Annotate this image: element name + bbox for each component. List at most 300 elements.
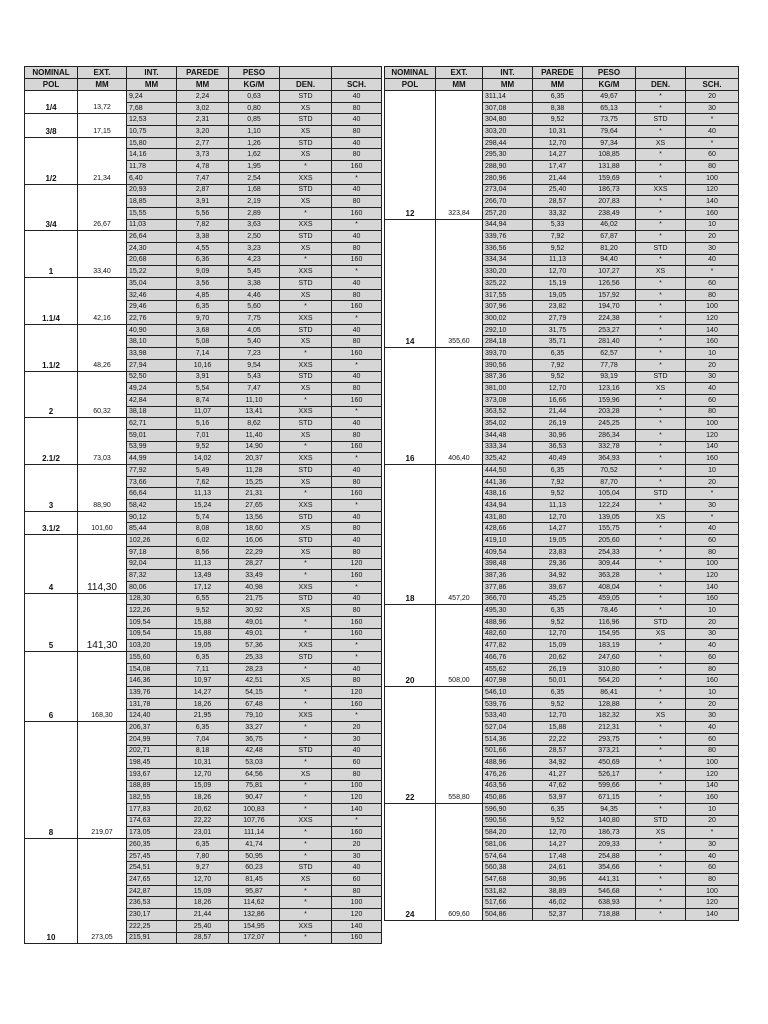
inner-diameter: 124,40 <box>127 710 177 722</box>
weight: 293,75 <box>583 733 636 745</box>
inner-diameter: 292,10 <box>483 324 533 336</box>
column-header: INT. <box>483 67 533 79</box>
schedule: 100 <box>686 301 739 313</box>
weight: 139,05 <box>583 511 636 523</box>
table-row <box>25 278 382 290</box>
column-header: EXT. <box>78 67 127 79</box>
inner-diameter: 257,45 <box>127 850 177 862</box>
weight: 459,05 <box>583 593 636 605</box>
column-header <box>280 67 332 79</box>
schedule: 20 <box>332 722 382 734</box>
wall-thickness: 10,31 <box>177 757 229 769</box>
table-row <box>25 722 382 734</box>
denomination: * <box>280 441 332 453</box>
denomination: * <box>636 792 686 804</box>
pipe-table-left <box>24 66 382 944</box>
wall-thickness: 5,74 <box>177 511 229 523</box>
denomination: XXS <box>280 640 332 652</box>
schedule: 120 <box>332 687 382 699</box>
schedule: 20 <box>686 698 739 710</box>
denomination: * <box>636 476 686 488</box>
wall-thickness: 7,47 <box>177 172 229 184</box>
denomination: XS <box>636 628 686 640</box>
denomination: * <box>636 768 686 780</box>
denomination: * <box>280 616 332 628</box>
weight: 107,27 <box>583 266 636 278</box>
nominal-size: 10 <box>25 839 78 944</box>
schedule: 40 <box>332 465 382 477</box>
column-header: MM <box>127 79 177 91</box>
outer-diameter: 609,60 <box>436 803 483 920</box>
inner-diameter: 334,34 <box>483 254 533 266</box>
denomination: * <box>636 172 686 184</box>
schedule: 60 <box>686 733 739 745</box>
denomination: * <box>636 418 686 430</box>
schedule: 160 <box>332 488 382 500</box>
weight: 75,81 <box>229 780 280 792</box>
wall-thickness: 6,35 <box>533 687 583 699</box>
outer-diameter: 60,32 <box>78 371 127 418</box>
schedule: 160 <box>686 792 739 804</box>
outer-diameter: 13,72 <box>78 91 127 114</box>
inner-diameter: 325,42 <box>483 453 533 465</box>
wall-thickness: 3,02 <box>177 102 229 114</box>
weight: 7,47 <box>229 383 280 395</box>
weight: 9,54 <box>229 359 280 371</box>
table-row <box>25 511 382 523</box>
weight: 354,66 <box>583 862 636 874</box>
table-row <box>25 91 382 103</box>
schedule: 40 <box>332 663 382 675</box>
wall-thickness: 17,12 <box>177 581 229 593</box>
denomination: * <box>636 359 686 371</box>
nominal-size: 18 <box>385 465 436 605</box>
inner-diameter: 38,18 <box>127 406 177 418</box>
denomination: * <box>280 827 332 839</box>
denomination: XXS <box>280 313 332 325</box>
weight: 281,40 <box>583 336 636 348</box>
wall-thickness: 21,44 <box>533 406 583 418</box>
denomination: * <box>636 593 686 605</box>
weight: 450,69 <box>583 757 636 769</box>
weight: 4,23 <box>229 254 280 266</box>
inner-diameter: 53,99 <box>127 441 177 453</box>
schedule: 160 <box>332 570 382 582</box>
inner-diameter: 146,36 <box>127 675 177 687</box>
schedule: 140 <box>686 196 739 208</box>
denomination: STD <box>280 371 332 383</box>
weight: 97,34 <box>583 137 636 149</box>
schedule: 160 <box>332 698 382 710</box>
wall-thickness: 9,52 <box>177 605 229 617</box>
weight: 46,02 <box>583 219 636 231</box>
inner-diameter: 11,03 <box>127 219 177 231</box>
weight: 111,14 <box>229 827 280 839</box>
column-header: POL <box>385 79 436 91</box>
inner-diameter: 381,00 <box>483 383 533 395</box>
denomination: STD <box>280 231 332 243</box>
schedule: 160 <box>332 301 382 313</box>
denomination: * <box>636 839 686 851</box>
inner-diameter: 441,36 <box>483 476 533 488</box>
weight: 94,35 <box>583 803 636 815</box>
wall-thickness: 50,01 <box>533 675 583 687</box>
schedule: 30 <box>332 733 382 745</box>
inner-diameter: 344,48 <box>483 429 533 441</box>
schedule: 40 <box>332 418 382 430</box>
inner-diameter: 35,04 <box>127 278 177 290</box>
schedule: 100 <box>686 172 739 184</box>
schedule: 120 <box>332 558 382 570</box>
weight: 441,31 <box>583 874 636 886</box>
wall-thickness: 18,26 <box>177 698 229 710</box>
inner-diameter: 590,56 <box>483 815 533 827</box>
wall-thickness: 46,02 <box>533 897 583 909</box>
inner-diameter: 303,20 <box>483 126 533 138</box>
schedule: 60 <box>332 874 382 886</box>
denomination: * <box>280 932 332 944</box>
denomination: * <box>636 850 686 862</box>
schedule: 40 <box>332 745 382 757</box>
denomination: * <box>280 839 332 851</box>
denomination: * <box>280 161 332 173</box>
denomination: * <box>280 897 332 909</box>
weight: 131,88 <box>583 161 636 173</box>
table-row <box>385 687 739 699</box>
table-row <box>25 114 382 126</box>
denomination: * <box>636 757 686 769</box>
nominal-size: 3/4 <box>25 184 78 231</box>
weight: 57,36 <box>229 640 280 652</box>
schedule: 160 <box>332 827 382 839</box>
wall-thickness: 21,95 <box>177 710 229 722</box>
denomination: XXS <box>280 406 332 418</box>
table-row <box>385 803 739 815</box>
wall-thickness: 5,56 <box>177 207 229 219</box>
weight: 1,26 <box>229 137 280 149</box>
weight: 2,19 <box>229 196 280 208</box>
inner-diameter: 419,10 <box>483 535 533 547</box>
nominal-size: 14 <box>385 219 436 348</box>
inner-diameter: 393,70 <box>483 348 533 360</box>
pipe-table-right <box>384 66 739 921</box>
schedule: 40 <box>332 371 382 383</box>
table-row <box>385 348 739 360</box>
denomination: * <box>636 453 686 465</box>
schedule: * <box>686 827 739 839</box>
weight: 718,88 <box>583 909 636 921</box>
inner-diameter: 18,85 <box>127 196 177 208</box>
schedule: 20 <box>686 91 739 103</box>
inner-diameter: 85,44 <box>127 523 177 535</box>
schedule: 20 <box>686 476 739 488</box>
schedule: 160 <box>332 348 382 360</box>
inner-diameter: 182,55 <box>127 792 177 804</box>
schedule: 120 <box>686 429 739 441</box>
weight: 599,66 <box>583 780 636 792</box>
denomination: * <box>636 219 686 231</box>
schedule: 80 <box>332 242 382 254</box>
schedule: 40 <box>332 862 382 874</box>
wall-thickness: 28,57 <box>177 932 229 944</box>
wall-thickness: 5,16 <box>177 418 229 430</box>
inner-diameter: 304,80 <box>483 114 533 126</box>
inner-diameter: 188,89 <box>127 780 177 792</box>
denomination: XXS <box>280 219 332 231</box>
weight: 70,52 <box>583 465 636 477</box>
denomination: XS <box>280 242 332 254</box>
denomination: STD <box>280 324 332 336</box>
weight: 90,47 <box>229 792 280 804</box>
wall-thickness: 23,82 <box>533 301 583 313</box>
inner-diameter: 49,24 <box>127 383 177 395</box>
denomination: XXS <box>280 581 332 593</box>
schedule: 80 <box>332 768 382 780</box>
inner-diameter: 202,71 <box>127 745 177 757</box>
inner-diameter: 198,45 <box>127 757 177 769</box>
weight: 564,20 <box>583 675 636 687</box>
weight: 25,33 <box>229 652 280 664</box>
weight: 5,43 <box>229 371 280 383</box>
wall-thickness: 11,13 <box>177 488 229 500</box>
inner-diameter: 14,16 <box>127 149 177 161</box>
schedule: * <box>332 500 382 512</box>
inner-diameter: 438,16 <box>483 488 533 500</box>
inner-diameter: 398,48 <box>483 558 533 570</box>
denomination: * <box>636 780 686 792</box>
weight: 253,27 <box>583 324 636 336</box>
column-header: DEN. <box>636 79 686 91</box>
schedule: 140 <box>686 581 739 593</box>
inner-diameter: 92,04 <box>127 558 177 570</box>
inner-diameter: 154,08 <box>127 663 177 675</box>
nominal-size: 2.1/2 <box>25 418 78 465</box>
inner-diameter: 517,66 <box>483 897 533 909</box>
wall-thickness: 7,14 <box>177 348 229 360</box>
wall-thickness: 18,26 <box>177 792 229 804</box>
wall-thickness: 5,33 <box>533 219 583 231</box>
column-header: SCH. <box>686 79 739 91</box>
inner-diameter: 206,37 <box>127 722 177 734</box>
schedule: * <box>686 488 739 500</box>
inner-diameter: 52,50 <box>127 371 177 383</box>
inner-diameter: 581,06 <box>483 839 533 851</box>
weight: 3,38 <box>229 278 280 290</box>
inner-diameter: 504,86 <box>483 909 533 921</box>
denomination: * <box>636 348 686 360</box>
wall-thickness: 39,67 <box>533 581 583 593</box>
outer-diameter: 168,30 <box>78 652 127 722</box>
denomination: XS <box>636 137 686 149</box>
wall-thickness: 9,52 <box>533 488 583 500</box>
schedule: 100 <box>686 757 739 769</box>
denomination: * <box>636 149 686 161</box>
denomination: XS <box>280 546 332 558</box>
wall-thickness: 20,62 <box>533 652 583 664</box>
weight: 254,33 <box>583 546 636 558</box>
wall-thickness: 25,40 <box>533 184 583 196</box>
column-header: KG/M <box>229 79 280 91</box>
inner-diameter: 527,04 <box>483 722 533 734</box>
inner-diameter: 407,98 <box>483 675 533 687</box>
weight: 159,69 <box>583 172 636 184</box>
schedule: 30 <box>686 628 739 640</box>
schedule: 10 <box>686 687 739 699</box>
inner-diameter: 366,70 <box>483 593 533 605</box>
schedule: 30 <box>332 850 382 862</box>
header-row <box>25 67 382 79</box>
weight: 94,40 <box>583 254 636 266</box>
wall-thickness: 6,35 <box>177 839 229 851</box>
wall-thickness: 11,13 <box>533 254 583 266</box>
inner-diameter: 330,20 <box>483 266 533 278</box>
inner-diameter: 531,82 <box>483 885 533 897</box>
weight: 41,74 <box>229 839 280 851</box>
denomination: * <box>280 488 332 500</box>
table-row <box>385 465 739 477</box>
schedule: 30 <box>686 710 739 722</box>
wall-thickness: 26,19 <box>533 418 583 430</box>
table-row <box>25 418 382 430</box>
denomination: * <box>280 803 332 815</box>
weight: 159,96 <box>583 394 636 406</box>
inner-diameter: 363,52 <box>483 406 533 418</box>
schedule: 40 <box>686 383 739 395</box>
weight: 172,07 <box>229 932 280 944</box>
denomination: * <box>636 523 686 535</box>
schedule: 160 <box>686 453 739 465</box>
denomination: * <box>636 441 686 453</box>
inner-diameter: 122,26 <box>127 605 177 617</box>
weight: 373,21 <box>583 745 636 757</box>
denomination: STD <box>636 616 686 628</box>
weight: 28,27 <box>229 558 280 570</box>
denomination: * <box>636 313 686 325</box>
wall-thickness: 10,16 <box>177 359 229 371</box>
schedule: 40 <box>686 523 739 535</box>
inner-diameter: 495,30 <box>483 605 533 617</box>
schedule: 80 <box>332 675 382 687</box>
wall-thickness: 2,24 <box>177 91 229 103</box>
weight: 0,63 <box>229 91 280 103</box>
wall-thickness: 15,88 <box>177 628 229 640</box>
wall-thickness: 3,73 <box>177 149 229 161</box>
weight: 11,40 <box>229 429 280 441</box>
weight: 49,67 <box>583 91 636 103</box>
wall-thickness: 6,55 <box>177 593 229 605</box>
nominal-size: 12 <box>385 91 436 220</box>
column-header: SCH. <box>332 79 382 91</box>
weight: 116,96 <box>583 616 636 628</box>
inner-diameter: 97,18 <box>127 546 177 558</box>
wall-thickness: 30,96 <box>533 874 583 886</box>
schedule: * <box>332 219 382 231</box>
outer-diameter: 21,34 <box>78 137 127 184</box>
schedule: 30 <box>686 371 739 383</box>
inner-diameter: 109,54 <box>127 616 177 628</box>
weight: 408,04 <box>583 581 636 593</box>
weight: 224,38 <box>583 313 636 325</box>
schedule: 40 <box>686 126 739 138</box>
denomination: * <box>280 909 332 921</box>
denomination: XS <box>280 149 332 161</box>
inner-diameter: 15,80 <box>127 137 177 149</box>
inner-diameter: 584,20 <box>483 827 533 839</box>
inner-diameter: 300,02 <box>483 313 533 325</box>
inner-diameter: 236,53 <box>127 897 177 909</box>
inner-diameter: 434,94 <box>483 500 533 512</box>
schedule: 160 <box>332 616 382 628</box>
schedule: 120 <box>686 768 739 780</box>
denomination: XS <box>280 476 332 488</box>
schedule: 80 <box>686 289 739 301</box>
inner-diameter: 450,86 <box>483 792 533 804</box>
wall-thickness: 3,20 <box>177 126 229 138</box>
denomination: XS <box>280 605 332 617</box>
schedule: 40 <box>332 184 382 196</box>
outer-diameter: 355,60 <box>436 219 483 348</box>
denomination: * <box>636 803 686 815</box>
weight: 21,75 <box>229 593 280 605</box>
weight: 65,13 <box>583 102 636 114</box>
wall-thickness: 9,09 <box>177 266 229 278</box>
wall-thickness: 2,87 <box>177 184 229 196</box>
denomination: XS <box>280 768 332 780</box>
inner-diameter: 428,66 <box>483 523 533 535</box>
schedule: 120 <box>686 184 739 196</box>
weight: 207,83 <box>583 196 636 208</box>
schedule: 20 <box>686 815 739 827</box>
denomination: STD <box>280 465 332 477</box>
denomination: * <box>636 663 686 675</box>
schedule: * <box>686 266 739 278</box>
header-row <box>385 79 739 91</box>
weight: 245,25 <box>583 418 636 430</box>
wall-thickness: 7,92 <box>533 231 583 243</box>
denomination: * <box>636 324 686 336</box>
weight: 7,75 <box>229 313 280 325</box>
schedule: * <box>332 581 382 593</box>
denomination: XXS <box>280 500 332 512</box>
schedule: 80 <box>686 546 739 558</box>
denomination: * <box>636 254 686 266</box>
column-header: PAREDE <box>533 67 583 79</box>
denomination: * <box>636 231 686 243</box>
weight: 21,31 <box>229 488 280 500</box>
wall-thickness: 36,53 <box>533 441 583 453</box>
inner-diameter: 103,20 <box>127 640 177 652</box>
wall-thickness: 14,27 <box>533 149 583 161</box>
denomination: * <box>636 675 686 687</box>
weight: 15,25 <box>229 476 280 488</box>
schedule: 160 <box>332 932 382 944</box>
weight: 18,60 <box>229 523 280 535</box>
column-header: PESO <box>229 67 280 79</box>
weight: 114,62 <box>229 897 280 909</box>
outer-diameter: 219,07 <box>78 722 127 839</box>
schedule: 80 <box>332 546 382 558</box>
denomination: * <box>280 757 332 769</box>
inner-diameter: 62,71 <box>127 418 177 430</box>
schedule: 60 <box>686 394 739 406</box>
inner-diameter: 539,76 <box>483 698 533 710</box>
weight: 16,06 <box>229 535 280 547</box>
denomination: STD <box>280 511 332 523</box>
schedule: 40 <box>686 640 739 652</box>
weight: 7,23 <box>229 348 280 360</box>
denomination: * <box>636 733 686 745</box>
wall-thickness: 21,44 <box>177 909 229 921</box>
